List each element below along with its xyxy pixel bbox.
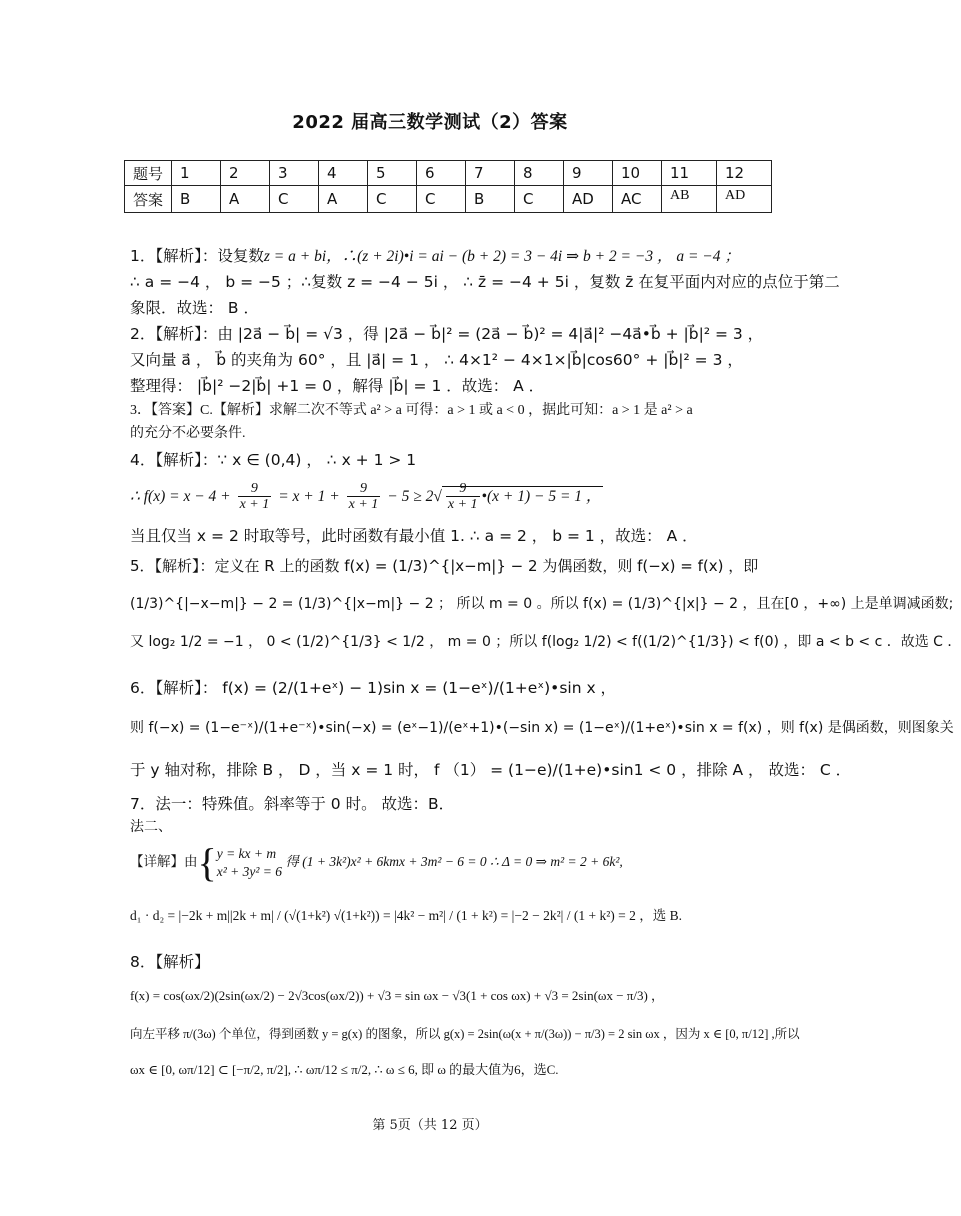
fraction bbox=[238, 481, 272, 512]
table-cell: C bbox=[417, 186, 466, 213]
table-cell: C bbox=[515, 186, 564, 213]
table-cell: C bbox=[368, 186, 417, 213]
solution-6-line-1: 6．【解析】： f(x) = (2/(1+eˣ) − 1)sin x = (1−eˣ)/(1+eˣ)•sin x ， bbox=[130, 679, 617, 697]
page-footer: 第 5页（共 12 页） bbox=[372, 1118, 488, 1133]
page-title: 2022 届高三数学测试（2）答案 bbox=[292, 112, 568, 133]
solution-1-line-3: 象限．故选： B ． bbox=[130, 299, 259, 317]
solution-4-line-3: 当且仅当 x = 2 时取等号，此时函数有最小值 1. ∴ a = 2 ， b = 1 ，故选： A ． bbox=[130, 527, 698, 545]
table-header-label: 题号 bbox=[125, 161, 172, 186]
fraction-numerator: 9 bbox=[446, 481, 480, 497]
fraction-denominator: x + 1 bbox=[447, 497, 478, 512]
solution-1-line-1 bbox=[130, 246, 740, 267]
solution-1-line-2: ∴ a = −4 ， b = −5 ；∴复数 z = −4 − 5i ， ∴ z̄ = −4 + 5i ，复数 z̄ 在复平面内对应的点位于第二 bbox=[130, 273, 840, 291]
solution-8-head: 8．【解析】 bbox=[130, 953, 210, 971]
solution-2-line-2: 又向量 a⃗ ， b⃗ 的夹角为 60° ，且 |a⃗| = 1 ， ∴ 4×1² − 4×1×|b⃗|cos60° + |b⃗|² = 3 ， bbox=[130, 351, 743, 369]
table-cell: AB bbox=[662, 186, 717, 213]
solution-8-line-2: 向左平移 π/(3ω) 个单位，得到函数 y = g(x) 的图象，所以 g(x) = 2sin(ω(x + π/(3ω)) − π/3) = 2 sin ωx ，因为 x ∈ [0, π/12] ,所以 bbox=[130, 1027, 800, 1041]
solution-5-line-3: 又 log₂ 1/2 = −1 ， 0 < (1/2)^{1/3} < 1/2 ， m = 0 ；所以 f(log₂ 1/2) < f((1/2)^{1/3}) < f(0) ，即 a < b < c ．故选 C ． bbox=[130, 634, 961, 650]
fraction-numerator: 9 bbox=[238, 481, 272, 497]
solution-7-detail bbox=[130, 840, 623, 884]
table-cell: C bbox=[270, 186, 319, 213]
equation-1: y = kx + m bbox=[216, 845, 277, 861]
table-row-numbers bbox=[125, 161, 772, 186]
fraction-denominator: x + 1 bbox=[348, 497, 379, 512]
fraction-denominator: x + 1 bbox=[239, 497, 270, 512]
solution-1-formula-b: ，∴(z + 2i)•i = ai − (b + 2) = 3 − 4i ⇒ b + 2 = −3 ， a = −4 ； bbox=[326, 248, 740, 265]
solution-4-part-b: = x + 1 + bbox=[278, 488, 340, 505]
solution-2-line-3: 整理得： |b⃗|² −2|b⃗| +1 = 0 ，解得 |b⃗| = 1 ．故选： A ． bbox=[130, 377, 545, 395]
solution-3-line-2: 的充分不必要条件. bbox=[130, 426, 246, 441]
table-cell: AD bbox=[717, 186, 772, 213]
table-cell: 9 bbox=[564, 161, 613, 186]
table-cell: B bbox=[172, 186, 221, 213]
table-cell: 8 bbox=[515, 161, 564, 186]
answer-table bbox=[124, 160, 772, 213]
table-cell: 12 bbox=[717, 161, 772, 186]
equation-2: x² + 3y² = 6 bbox=[216, 863, 283, 879]
table-cell: 5 bbox=[368, 161, 417, 186]
table-answer-label: 答案 bbox=[125, 186, 172, 213]
equation-system bbox=[217, 845, 282, 881]
table-cell: 4 bbox=[319, 161, 368, 186]
solution-6-line-3: 于 y 轴对称，排除 B ， D ，当 x = 1 时， f （1） = (1−e)/(1+e)•sin1 < 0 ，排除 A ， 故选： C ． bbox=[130, 761, 852, 779]
solution-1-formula-a: z = a + bi bbox=[263, 248, 327, 265]
table-cell: A bbox=[221, 186, 270, 213]
solution-1-head: 1．【解析】：设复数 bbox=[130, 247, 264, 265]
solution-8-line-3: ωx ∈ [0, ωπ/12] ⊂ [−π/2, π/2], ∴ ωπ/12 ≤ π/2, ∴ ω ≤ 6, 即 ω 的最大值为6，选C. bbox=[130, 1062, 559, 1077]
fraction bbox=[347, 481, 381, 512]
detail-label: 【详解】由 bbox=[130, 854, 198, 869]
solution-3-line-1: 3．【答案】C.【解析】求解二次不等式 a² > a 可得：a > 1 或 a < 0 ，据此可知：a > 1 是 a² > a bbox=[130, 403, 693, 418]
table-cell: B bbox=[466, 186, 515, 213]
solution-4-part-d: •(x + 1) − 5 = 1 ， bbox=[481, 488, 602, 505]
table-row-answers bbox=[125, 186, 772, 213]
solution-5-line-2: (1/3)^{|−x−m|} − 2 = (1/3)^{|x−m|} − 2 ； 所以 m = 0 。所以 f(x) = (1/3)^{|x|} − 2 ，且在[0 ，+∞) 上是单调减函数; bbox=[130, 596, 954, 612]
solution-7-line-1: 7．法一：特殊值。斜率等于 0 时。 故选：B． bbox=[130, 795, 455, 813]
table-cell: 2 bbox=[221, 161, 270, 186]
sqrt-content bbox=[442, 481, 604, 512]
table-cell: 7 bbox=[466, 161, 515, 186]
solution-4-part-c: − 5 ≥ 2 bbox=[387, 488, 434, 505]
solution-4-line-1: 4．【解析】：∵ x ∈ (0,4) ， ∴ x + 1 > 1 bbox=[130, 451, 417, 469]
solution-6-line-2: 则 f(−x) = (1−e⁻ˣ)/(1+e⁻ˣ)•sin(−x) = (eˣ−1)/(eˣ+1)•(−sin x) = (1−eˣ)/(1+eˣ)•sin x = f(x) ，则 f(x) 是偶函数，则图象关 bbox=[130, 720, 954, 736]
fraction bbox=[446, 481, 480, 512]
table-cell: 6 bbox=[417, 161, 466, 186]
solution-5-line-1: 5．【解析】：定义在 R 上的函数 f(x) = (1/3)^{|x−m|} − 2 为偶函数，则 f(−x) = f(x) ，即 bbox=[130, 557, 759, 575]
table-cell: A bbox=[319, 186, 368, 213]
solution-2-line-1: 2．【解析】：由 |2a⃗ − b⃗| = √3 ，得 |2a⃗ − b⃗|² = (2a⃗ − b⃗)² = 4|a⃗|² −4a⃗•b⃗ + |b⃗|² = 3 ， bbox=[130, 325, 764, 343]
table-cell: 3 bbox=[270, 161, 319, 186]
solution-8-line-1: f(x) = cos(ωx/2)(2sin(ωx/2) − 2√3cos(ωx/2)) + √3 = sin ωx − √3(1 + cos ωx) + √3 = 2sin(ωx − π/3) ， bbox=[130, 988, 665, 1003]
table-cell: 10 bbox=[613, 161, 662, 186]
table-cell: AD bbox=[564, 186, 613, 213]
solution-7-line-2: 法二、 bbox=[130, 820, 172, 835]
detail-rest: 得 (1 + 3k²)x² + 6kmx + 3m² − 6 = 0 ∴ Δ = 0 ⇒ m² = 2 + 6k², bbox=[285, 854, 623, 869]
table-cell: AC bbox=[613, 186, 662, 213]
fraction-numerator: 9 bbox=[347, 481, 381, 497]
table-cell: 1 bbox=[172, 161, 221, 186]
brace-icon: { bbox=[197, 839, 217, 885]
table-cell: 11 bbox=[662, 161, 717, 186]
solution-4-part-a: ∴ f(x) = x − 4 + bbox=[130, 488, 231, 505]
solution-7-distance: d₁ · d₂ = |−2k + m||2k + m| / (√(1+k²) √(1+k²)) = |4k² − m²| / (1 + k²) = |−2 − 2k²| / (1 + k²) = 2 ，选 B. bbox=[130, 908, 682, 923]
solution-4-line-2 bbox=[130, 476, 603, 517]
sqrt-icon: √ bbox=[433, 488, 442, 505]
